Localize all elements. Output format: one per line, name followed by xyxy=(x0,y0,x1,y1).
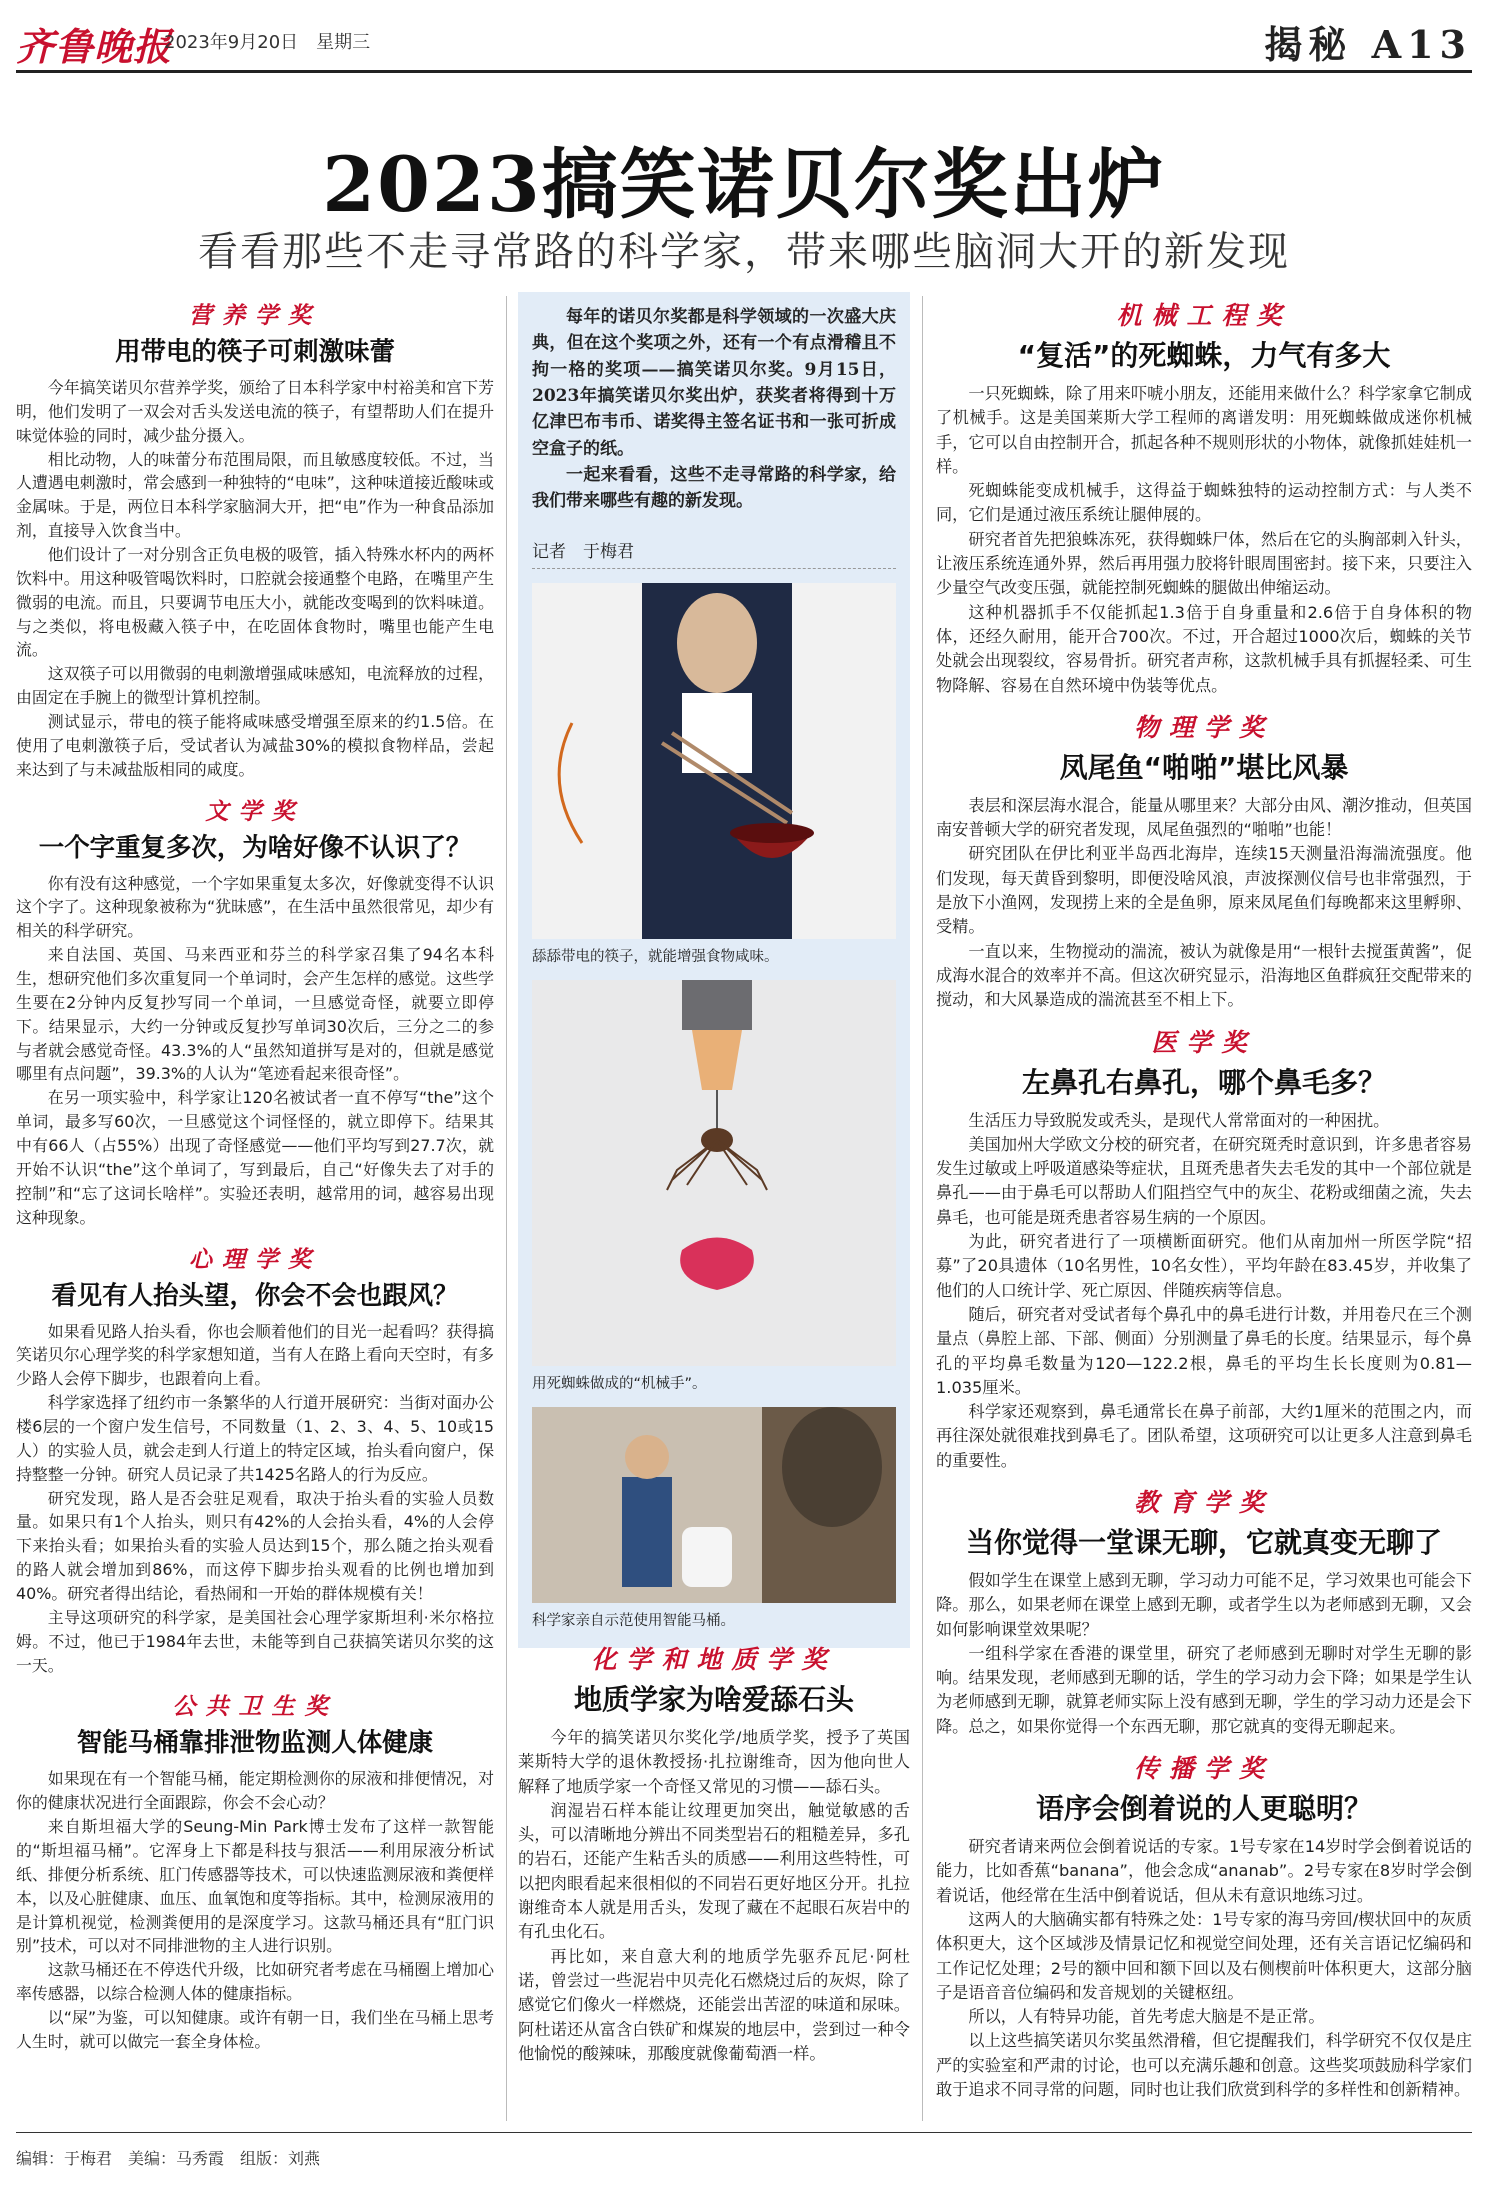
page-headline: 2023搞笑诺贝尔奖出炉 xyxy=(322,140,1166,229)
article-paragraph: 所以，人有特异功能，首先考虑大脑是不是正常。 xyxy=(968,2007,1325,2027)
article-section xyxy=(16,296,494,782)
lead-text xyxy=(532,304,896,515)
toilet-photo-image xyxy=(532,1407,896,1603)
photo-spider xyxy=(532,980,896,1366)
article-paragraph: 再比如，来自意大利的地质学先驱乔瓦尼·阿杜诺，曾尝过一些泥岩中贝壳化石燃烧过后的灰烬，除了感觉它们像火一样燃烧，还能尝出苦涩的味道和尿味。阿杜诺还从富含白铁矿和煤炭的地层中，尝到过一种令他愉悦的酸辣味，那酸度就像葡萄酒一样。 xyxy=(518,1946,910,2063)
award-category: 文学奖 xyxy=(205,797,305,825)
award-category: 化学和地质学奖 xyxy=(591,1645,837,1674)
article-paragraph: 来自斯坦福大学的Seung-Min Park博士发布了这样一款智能的“斯坦福马桶”。它浑身上下都是科技与狠活——利用尿液分析试纸、排便分析系统、肛门传感器等技术，可以快速监测尿液和粪便样本，以及心脏健康、血压、血氧饱和度等指标。其中，检测尿液用的是计算机视觉，检测粪便用的是深度学习。这款马桶还具有“肛门识别”技术，可以对不同排泄物的主人进行识别。 xyxy=(16,1817,494,1956)
article-paragraph: 生活压力导致脱发或秃头，是现代人常常面对的一种困扰。 xyxy=(968,1110,1390,1130)
article-body xyxy=(518,1726,910,2066)
article-paragraph: 润湿岩石样本能让纹理更加突出，触觉敏感的舌头，可以清晰地分辨出不同类型岩石的粗糙差异，多孔的岩石，还能产生粘舌头的质感——利用这些特性，可以把肉眼看起来很相似的不同岩石更好地区分开。扎拉谢维奇本人就是用舌头，发现了藏在不起眼石灰岩中的有孔虫化石。 xyxy=(518,1800,910,1942)
article-paragraph: 这两人的大脑确实都有特殊之处：1号专家的海马旁回/楔状回中的灰质体积更大，这个区域涉及情景记忆和视觉空间处理，还有关言语记忆编码和工作记忆处理；2号的额中回和额下回以及右侧楔前叶体积更大，这部分脑子是语音音位编码和发音规划的关键枢纽。 xyxy=(936,1909,1472,2002)
award-category: 机械工程奖 xyxy=(1116,301,1292,330)
article-paragraph: 测试显示，带电的筷子能将咸味感受增强至原来的约1.5倍。在使用了电刺激筷子后，受试者认为减盐30%的模拟食物样品，尝起来达到了与未减盐版相同的咸度。 xyxy=(16,712,494,779)
article-body xyxy=(16,872,494,1230)
award-category: 医学奖 xyxy=(1151,1027,1257,1057)
page-subheadline: 看看那些不走寻常路的科学家，带来哪些脑洞大开的新发现 xyxy=(198,229,1290,275)
article-paragraph: 如果现在有一个智能马桶，能定期检测你的尿液和排便情况，对你的健康状况进行全面跟踪，你会不会心动？ xyxy=(16,1769,494,1813)
right-column xyxy=(936,292,1472,2112)
article-title: 凤尾鱼“啪啪”堪比风暴 xyxy=(1059,750,1349,784)
article-title: 一个字重复多次，为啥好像不认识了？ xyxy=(38,831,472,862)
award-category: 心理学奖 xyxy=(188,1245,322,1273)
award-category: 营养学奖 xyxy=(188,302,322,329)
article-title: 地质学家为啥爱舔石头 xyxy=(573,1683,854,1716)
article-section xyxy=(936,708,1472,1013)
column-divider xyxy=(922,296,923,2121)
spider-photo-image xyxy=(532,980,896,1366)
issue-date: 2023年9月20日 星期三 xyxy=(164,32,371,53)
article-title: “复活”的死蜘蛛，力气有多大 xyxy=(1017,339,1391,372)
award-category: 教育学奖 xyxy=(1133,1487,1274,1517)
article-paragraph: 今年的搞笑诺贝尔奖化学/地质学奖，授予了英国莱斯特大学的退休教授扬·扎拉谢维奇，因为他向世人解释了地质学家一个奇怪又常见的习惯——舔石头。 xyxy=(518,1728,910,1796)
article-body xyxy=(16,1767,494,2053)
article-title: 当你觉得一堂课无聊，它就真变无聊了 xyxy=(965,1525,1442,1559)
article-paragraph: 随后，研究者对受试者每个鼻孔中的鼻毛进行计数，并用卷尺在三个测量点（鼻腔上部、下部、侧面）分别测量了鼻毛的长度。结果显示，每个鼻孔的平均鼻毛数量为120—122.2根，鼻毛的平均生长长度则为0.81—1.035厘米。 xyxy=(936,1304,1472,1397)
article-section xyxy=(936,296,1472,698)
article-paragraph: 科学家选择了纽约市一条繁华的人行道开展研究：当街对面办公楼6层的一个窗户发生信号，不同数量（1、2、3、4、5、10或15人）的实验人员，就会走到人行道上的特定区域，抬头看向窗户，保持整整一分钟。研究人员记录了共1425名路人的行为反应。 xyxy=(16,1393,494,1484)
photo-caption: 用死蜘蛛做成的“机械手”。 xyxy=(532,1375,707,1392)
lead-paragraph: 一起来看看，这些不走寻常路的科学家，给我们带来哪些有趣的新发现。 xyxy=(532,465,896,512)
article-paragraph: 表层和深层海水混合，能量从哪里来？大部分由风、潮汐推动，但英国南安普顿大学的研究者发现，凤尾鱼强烈的“啪啪”也能！ xyxy=(936,795,1472,840)
article-paragraph: 以“屎”为鉴，可以知健康。或许有朝一日，我们坐在马桶上思考人生时，就可以做完一套全身体检。 xyxy=(16,2007,494,2051)
article-paragraph: 美国加州大学欧文分校的研究者，在研究斑秃时意识到，许多患者容易发生过敏或上呼吸道感染等症状，且斑秃患者失去毛发的其中一个部位就是鼻孔——由于鼻毛可以帮助人们阻挡空气中的灰尘、花粉或细菌之流，失去鼻毛，也可能是斑秃患者容易生病的一个原因。 xyxy=(936,1134,1472,1227)
article-paragraph: 研究者首先把狼蛛冻死，获得蜘蛛尸体，然后在它的头胸部刺入针头，让液压系统连通外界，然后再用强力胶将针眼周围密封。接下来，只要注入少量空气改变压强，就能控制死蜘蛛的腿做出伸缩运动。 xyxy=(936,529,1472,598)
photo-caption: 科学家亲自示范使用智能马桶。 xyxy=(532,1612,735,1629)
article-body xyxy=(936,1569,1472,1739)
left-column xyxy=(16,292,494,2064)
article-title: 左鼻孔右鼻孔，哪个鼻毛多？ xyxy=(1021,1065,1386,1099)
article-paragraph: 假如学生在课堂上感到无聊，学习动力可能不足，学习效果也可能会下降。那么，如果老师在课堂上感到无聊，或者学生以为老师感到无聊，又会如何影响课堂效果呢？ xyxy=(936,1570,1472,1639)
page-section: 揭秘 A13 xyxy=(1264,22,1472,67)
lead-box xyxy=(518,292,910,1648)
article-title: 智能马桶靠排泄物监测人体健康 xyxy=(76,1727,434,1758)
chopsticks-photo-image xyxy=(532,583,896,939)
top-rule xyxy=(16,70,1472,73)
article-title: 用带电的筷子可刺激味蕾 xyxy=(115,336,395,366)
article-body xyxy=(936,382,1472,698)
article-paragraph: 来自法国、英国、马来西亚和芬兰的科学家召集了94名本科生，想研究他们多次重复同一个单词时，会产生怎样的感觉。这些学生要在2分钟内反复抄写同一个单词，一旦感觉奇怪，就要立即停下。结果显示，大约一分钟或反复抄写单词30次后，三分之二的参与者就会感觉奇怪。43.3%的人“虽然知道拼写是对的，但就是感觉哪里有点问题”，39.3%的人认为“笔迹看起来很奇怪”。 xyxy=(16,945,494,1084)
article-section xyxy=(16,1687,494,2053)
article-section xyxy=(936,1749,1472,2102)
award-category: 物理学奖 xyxy=(1133,712,1274,742)
article-body xyxy=(16,376,494,782)
article-paragraph: 研究者请来两位会倒着说话的专家。1号专家在14岁时学会倒着说话的能力，比如香蕉“banana”，他会念成“ananab”。2号专家在8岁时学会倒着说话，他经常在生活中倒着说话，但从未有意识地练习过。 xyxy=(936,1837,1472,1905)
article-body xyxy=(936,1109,1472,1473)
lead-paragraph: 每年的诺贝尔奖都是科学领域的一次盛大庆典，但在这个奖项之外，还有一个有点滑稽且不拘一格的奖项——搞笑诺贝尔奖。9月15日，2023年搞笑诺贝尔奖出炉，获奖者将得到十万亿津巴布韦币、诺奖得主签名证书和一张可折成空盒子的纸。 xyxy=(532,307,896,459)
article-paragraph: 在另一项实验中，科学家让120名被试者一直不停写“the”这个单词，最多写60次，一旦感觉这个词怪怪的，就立即停下。结果其中有66人（占55%）出现了奇怪感觉——他们平均写到27.7次，就开始不认识“the”这个单词了，写到最后，自己“好像失去了对手的控制”和“忘了这词长啥样”。实验还表明，越常用的词，越容易出现这种现象。 xyxy=(16,1088,494,1227)
article-section xyxy=(936,1483,1472,1739)
award-category: 传播学奖 xyxy=(1133,1754,1274,1784)
article-paragraph: 他们设计了一对分别含正负电极的吸管，插入特殊水杯内的两杯饮料中。用这种吸管喝饮料时，口腔就会接通整个电路，在嘴里产生微弱的电流。而且，只要调节电压大小，就能改变喝到的饮料味道。与之类似，将电极藏入筷子中，在吃固体食物时，嘴里也能产生电流。 xyxy=(16,545,494,660)
middle-column xyxy=(518,1636,910,2076)
article-paragraph: 主导这项研究的科学家，是美国社会心理学家斯坦利·米尔格拉姆。不过，他已于1984年去世，未能等到自己获搞笑诺贝尔奖的这一天。 xyxy=(16,1607,494,1675)
page-footer: 编辑：于梅君 美编：马秀霞 组版：刘燕 xyxy=(16,2149,321,2168)
article-paragraph: 如果看见路人抬头看，你也会顺着他们的目光一起看吗？获得搞笑诺贝尔心理学奖的科学家想知道，当有人在路上看向天空时，有多少路人会停下脚步，也跟着向上看。 xyxy=(16,1321,494,1389)
article-paragraph: 这双筷子可以用微弱的电刺激增强咸味感知，电流释放的过程，由固定在手腕上的微型计算机控制。 xyxy=(16,664,494,708)
article-paragraph: 死蜘蛛能变成机械手，这得益于蜘蛛独特的运动控制方式：与人类不同，它们是通过液压系统让腿伸展的。 xyxy=(936,481,1472,525)
footer-rule xyxy=(16,2132,1472,2133)
article-paragraph: 你有没有这种感觉，一个字如果重复太多次，好像就变得不认识这个字了。这种现象被称为“犹昧感”，在生活中虽然很常见，却少有相关的科学研究。 xyxy=(16,873,494,941)
article-paragraph: 这种机器抓手不仅能抓起1.3倍于自身重量和2.6倍于自身体积的物体，还经久耐用，能开合700次。不过，开合超过1000次后，蜘蛛的关节处就会出现裂纹，容易骨折。研究者声称，这款机械手具有抓握轻柔、可生物降解、容易在自然环境中伪装等优点。 xyxy=(936,602,1472,695)
article-body xyxy=(16,1320,494,1678)
photo-chopsticks xyxy=(532,583,896,939)
article-section xyxy=(16,792,494,1230)
photo-toilet xyxy=(532,1407,896,1603)
article-paragraph: 一组科学家在香港的课堂里，研究了老师感到无聊时对学生无聊的影响。结果发现，老师感到无聊的话，学生的学习动力会下降；如果是学生认为老师感到无聊，就算老师实际上没有感到无聊，学生的学习动力还是会下降。总之，如果你觉得一个东西无聊，那它就真的变得无聊起来。 xyxy=(936,1643,1472,1736)
article-paragraph: 研究发现，路人是否会驻足观看，取决于抬头看的实验人员数量。如果只有1个人抬头，则只有42%的人会抬头看，4%的人会停下来抬头看；如果抬头看的实验人员达到15个，那么随之抬头观看的路人就会增加到86%，而这停下脚步抬头观看的比例也增加到40%。研究者得出结论，看热闹和一开始的群体规模有关！ xyxy=(16,1488,494,1603)
article-body xyxy=(936,1835,1472,2102)
article-section xyxy=(518,1640,910,2066)
newspaper-logo: 齐鲁晚报 xyxy=(16,24,173,69)
article-title: 看见有人抬头望，你会不会也跟风？ xyxy=(51,1279,459,1310)
article-paragraph: 这款马桶还在不停迭代升级，比如研究者考虑在马桶圈上增加心率传感器，以综合检测人体的健康指标。 xyxy=(16,1960,494,2004)
article-paragraph: 科学家还观察到，鼻毛通常长在鼻子前部，大约1厘米的范围之内，而再往深处就很难找到鼻毛了。团队希望，这项研究可以让更多人注意到鼻毛的重要性。 xyxy=(936,1402,1472,1470)
article-paragraph: 一只死蜘蛛，除了用来吓唬小朋友，还能用来做什么？科学家拿它制成了机械手。这是美国莱斯大学工程师的离谱发明：用死蜘蛛做成迷你机械手，它可以自由控制开合，抓起各种不规则形状的小物体，就像抓娃娃机一样。 xyxy=(936,384,1472,476)
photo-caption: 舔舔带电的筷子，就能增强食物咸味。 xyxy=(532,948,779,965)
article-paragraph: 为此，研究者进行了一项横断面研究。他们从南加州一所医学院“招募”了20具遗体（10名男性，10名女性），平均年龄在83.45岁，并收集了他们的人口统计学、死亡原因、伴随疾病等信息。 xyxy=(936,1232,1472,1300)
column-divider xyxy=(506,296,507,2121)
article-section xyxy=(16,1240,494,1678)
article-paragraph: 相比动物，人的味蕾分布范围局限，而且敏感度较低。不过，当人遭遇电刺激时，常会感到一种独特的“电味”，这种味道接近酸味或金属味。于是，两位日本科学家脑洞大开，把“电”作为一种食品添加剂，直接导入饮食当中。 xyxy=(16,449,494,541)
article-paragraph: 研究团队在伊比利亚半岛西北海岸，连续15天测量沿海湍流强度。他们发现，每天黄昏到黎明，即便没啥风浪，声波探测仪信号也非常强烈，于是放下小渔网，发现捞上来的全是鱼卵，原来凤尾鱼们每晚都来这里孵卵、受精。 xyxy=(936,844,1472,937)
article-paragraph: 一直以来，生物搅动的湍流，被认为就像是用“一根针去搅蛋黄酱”，促成海水混合的效率并不高。但这次研究显示，沿海地区鱼群疯狂交配带来的搅动，和大风暴造成的湍流甚至不相上下。 xyxy=(936,941,1472,1010)
reporter-byline: 记者 于梅君 xyxy=(532,537,896,569)
masthead xyxy=(16,10,1472,70)
article-title: 语序会倒着说的人更聪明？ xyxy=(1035,1792,1372,1826)
article-paragraph: 今年搞笑诺贝尔营养学奖，颁给了日本科学家中村裕美和宫下芳明，他们发明了一双会对舌头发送电流的筷子，有望帮助人们在提升味觉体验的同时，减少盐分摄入。 xyxy=(16,378,494,445)
article-body xyxy=(936,794,1472,1013)
article-section xyxy=(936,1023,1472,1473)
article-paragraph: 以上这些搞笑诺贝尔奖虽然滑稽，但它提醒我们，科学研究不仅仅是庄严的实验室和严肃的讨论，也可以充满乐趣和创意。这些奖项鼓励科学家们敢于追求不同寻常的问题，同时也让我们欣赏到科学的多样性和创新精神。 xyxy=(936,2031,1472,2100)
award-category: 公共卫生奖 xyxy=(172,1693,338,1721)
